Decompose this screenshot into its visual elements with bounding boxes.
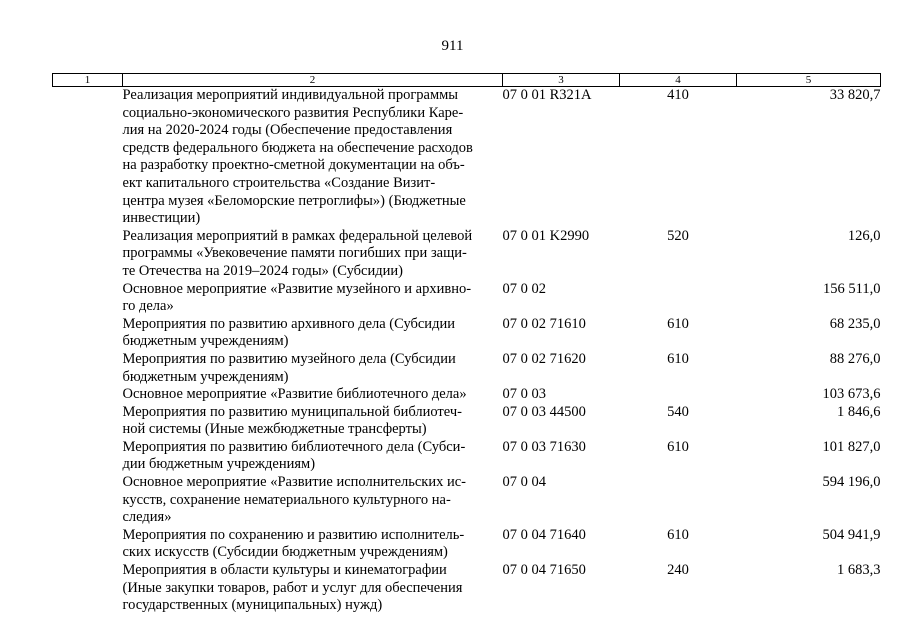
- item-name-line: лия на 2020-2024 годы (Обеспечение предоставления: [122, 122, 453, 139]
- table-row: [53, 316, 881, 351]
- classification-code-cell: 07 0 02 71620: [502, 350, 586, 367]
- item-name-line: Мероприятия по развитию библиотечного дела (Субси-: [122, 438, 466, 455]
- item-name-line: бюджетным учреждениям): [122, 368, 289, 385]
- column-header-5: 5: [737, 74, 881, 87]
- item-name-line: Мероприятия по сохранению и развитию исполнитель-: [122, 526, 465, 543]
- row-number-cell: [53, 316, 123, 351]
- table-body: [53, 87, 881, 615]
- classification-code-cell: 07 0 03 44500: [502, 403, 586, 420]
- column-header-1: 1: [53, 74, 123, 87]
- column-header-4: 4: [620, 74, 737, 87]
- page-number: 911: [441, 38, 464, 54]
- expense-type-cell: 240: [667, 562, 689, 579]
- item-name-cell: [123, 281, 503, 316]
- table-row: [53, 281, 881, 316]
- budget-table: [52, 73, 881, 615]
- amount-cell: 594 196,0: [822, 474, 881, 491]
- classification-code-cell: 07 0 01 K2990: [502, 227, 590, 244]
- table-row: [53, 87, 881, 228]
- item-name-cell: [123, 386, 503, 404]
- classification-code-cell: 07 0 02: [502, 280, 546, 297]
- expense-type-cell: 610: [667, 438, 689, 455]
- row-number-cell: [53, 404, 123, 439]
- item-name-line: государственных (муниципальных) нужд): [122, 597, 383, 614]
- amount-cell: 504 941,9: [822, 526, 881, 543]
- item-name-line: Мероприятия по развитию музейного дела (Субсидии: [122, 350, 456, 367]
- table-row: [53, 474, 881, 527]
- amount-cell: 1 846,6: [837, 403, 881, 420]
- amount-cell: 156 511,0: [823, 280, 881, 297]
- item-name-cell: [123, 404, 503, 439]
- classification-code-cell: 07 0 02 71610: [502, 315, 586, 332]
- column-header-2: 2: [123, 74, 503, 87]
- row-number-cell: [53, 527, 123, 562]
- item-name-line: Мероприятия в области культуры и кинематографии: [122, 562, 447, 579]
- table-row: [53, 351, 881, 386]
- table-row: [53, 386, 881, 404]
- item-name-cell: [123, 351, 503, 386]
- item-name-line: инвестиции): [122, 210, 201, 227]
- classification-code-cell: 07 0 04 71650: [502, 562, 586, 579]
- classification-code-cell: 07 0 04: [502, 474, 546, 491]
- expense-type-cell: 610: [667, 526, 689, 543]
- item-name-line: Мероприятия по развитию архивного дела (Субсидии: [122, 315, 455, 332]
- expense-type-cell: [620, 281, 737, 316]
- item-name-cell: [123, 527, 503, 562]
- table-header: [53, 74, 881, 87]
- item-name-line: те Отечества на 2019–2024 годы» (Субсидии): [122, 262, 403, 279]
- row-number-cell: [53, 386, 123, 404]
- item-name-line: ских искусств (Субсидии бюджетным учреждениям): [122, 544, 448, 561]
- amount-cell: 101 827,0: [822, 438, 881, 455]
- item-name-cell: [123, 474, 503, 527]
- classification-code-cell: 07 0 03: [502, 386, 546, 403]
- item-name-line: ект капитального строительства «Создание Визит-: [122, 174, 436, 191]
- amount-cell: 33 820,7: [829, 87, 881, 103]
- item-name-line: го дела»: [122, 298, 174, 315]
- table-row: [53, 439, 881, 474]
- item-name-line: на разработку проектно-сметной документации на объ-: [122, 157, 465, 174]
- expense-type-cell: 540: [667, 403, 689, 420]
- expense-type-cell: 520: [667, 227, 689, 244]
- item-name-line: Основное мероприятие «Развитие библиотечного дела»: [122, 386, 467, 403]
- item-name-line: дии бюджетным учреждениям): [122, 456, 316, 473]
- item-name-line: Мероприятия по развитию муниципальной библиотеч-: [122, 403, 462, 420]
- item-name-line: Реализация мероприятий индивидуальной программы: [122, 87, 459, 103]
- table-row: [53, 228, 881, 281]
- item-name-line: ной системы (Иные межбюджетные трансферты): [122, 421, 427, 438]
- item-name-line: следия»: [122, 509, 172, 526]
- item-name-cell: [123, 87, 503, 228]
- amount-cell: 1 683,3: [837, 562, 881, 579]
- amount-cell: 68 235,0: [829, 315, 881, 332]
- item-name-line: программы «Увековечение памяти погибших при защи-: [122, 245, 467, 262]
- column-header-3: 3: [503, 74, 620, 87]
- item-name-cell: [123, 439, 503, 474]
- item-name-line: бюджетным учреждениям): [122, 333, 289, 350]
- classification-code-cell: 07 0 01 R321A: [502, 87, 592, 103]
- expense-type-cell: 410: [667, 87, 689, 103]
- item-name-cell: [123, 228, 503, 281]
- row-number-cell: [53, 439, 123, 474]
- item-name-line: центра музея «Беломорские петроглифы») (Бюджетные: [122, 192, 466, 209]
- item-name-line: Основное мероприятие «Развитие исполнительских ис-: [122, 474, 466, 491]
- item-name-line: средств федерального бюджета на обеспечение расходов: [122, 139, 473, 156]
- amount-cell: 88 276,0: [829, 350, 881, 367]
- amount-cell: 103 673,6: [822, 386, 881, 403]
- item-name-line: кусств, сохранение нематериального культурного на-: [122, 491, 451, 508]
- expense-type-cell: [620, 474, 737, 527]
- row-number-cell: [53, 562, 123, 615]
- table-row: [53, 527, 881, 562]
- row-number-cell: [53, 228, 123, 281]
- item-name-cell: [123, 562, 503, 615]
- table-row: [53, 562, 881, 615]
- expense-type-cell: 610: [667, 315, 689, 332]
- item-name-line: социально-экономического развития Республики Каре-: [122, 104, 464, 121]
- item-name-line: Основное мероприятие «Развитие музейного и архивно-: [122, 280, 472, 297]
- item-name-cell: [123, 316, 503, 351]
- amount-cell: 126,0: [847, 227, 881, 244]
- row-number-cell: [53, 87, 123, 228]
- classification-code-cell: 07 0 03 71630: [502, 438, 586, 455]
- classification-code-cell: 07 0 04 71640: [502, 526, 586, 543]
- item-name-line: (Иные закупки товаров, работ и услуг для обеспечения: [122, 579, 463, 596]
- item-name-line: Реализация мероприятий в рамках федеральной целевой: [122, 227, 473, 244]
- table-row: [53, 404, 881, 439]
- expense-type-cell: 610: [667, 350, 689, 367]
- expense-type-cell: [620, 386, 737, 404]
- row-number-cell: [53, 281, 123, 316]
- row-number-cell: [53, 474, 123, 527]
- row-number-cell: [53, 351, 123, 386]
